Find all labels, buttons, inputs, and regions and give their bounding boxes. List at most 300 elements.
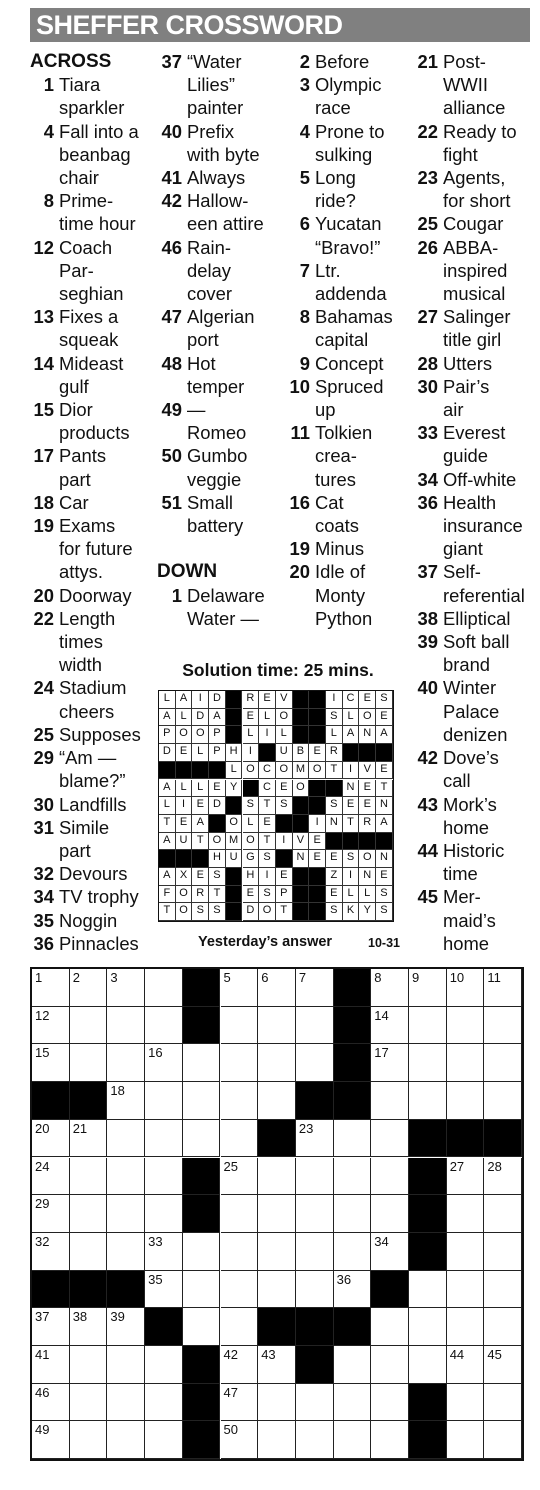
clue-text: [187, 236, 285, 306]
mini-black-cell: [309, 903, 326, 921]
clue: [412, 212, 540, 235]
cell-number: 6: [261, 970, 269, 985]
clue-number: 33: [417, 422, 438, 444]
mini-black-cell: [226, 709, 243, 727]
clue-text: [443, 885, 540, 955]
clue-number: 11: [290, 422, 310, 444]
grid-cell[interactable]: [409, 1007, 447, 1045]
cell-number: 27: [449, 1158, 465, 1174]
grid-cell[interactable]: [183, 1044, 221, 1082]
grid-cell[interactable]: [183, 1120, 221, 1158]
grid-cell[interactable]: [484, 969, 522, 1007]
clue: [30, 491, 154, 514]
grid-cell[interactable]: [296, 1421, 334, 1459]
clue: [157, 120, 285, 166]
mini-letter-cell: I: [343, 868, 360, 886]
clue: [412, 352, 540, 375]
clue-text: [59, 932, 154, 955]
grid-cell[interactable]: [484, 1195, 522, 1233]
grid-cell[interactable]: [32, 1421, 70, 1459]
mini-letter-cell: U: [276, 744, 293, 762]
grid-cell[interactable]: [447, 1421, 485, 1459]
grid-cell[interactable]: [221, 1233, 259, 1271]
grid-cell[interactable]: [334, 1120, 372, 1158]
grid-cell[interactable]: [484, 1384, 522, 1422]
grid-cell[interactable]: [409, 969, 447, 1007]
grid-cell[interactable]: [447, 1308, 485, 1346]
grid-cell[interactable]: [258, 1346, 296, 1384]
grid-cell[interactable]: [409, 1308, 447, 1346]
cell-number: 12: [35, 1007, 50, 1023]
mini-letter-cell: A: [159, 868, 176, 886]
grid-cell[interactable]: [145, 1346, 183, 1384]
grid-cell[interactable]: [484, 1158, 522, 1196]
grid-cell[interactable]: [484, 1044, 522, 1082]
mini-letter-cell: A: [176, 691, 193, 709]
grid-cell[interactable]: [484, 1233, 522, 1271]
grid-cell[interactable]: [32, 1044, 70, 1082]
grid-cell[interactable]: [258, 1007, 296, 1045]
clue-line: Tiara: [59, 74, 101, 96]
clue-number: 46: [161, 236, 182, 258]
clue-line: seghian: [59, 283, 124, 305]
clue-number: 24: [33, 677, 54, 699]
mini-letter-cell: T: [376, 780, 393, 798]
section-heading: DOWN: [157, 561, 218, 583]
grid-cell[interactable]: [484, 1082, 522, 1120]
grid-cell[interactable]: [371, 1308, 409, 1346]
grid-cell[interactable]: [70, 1195, 108, 1233]
grid-cell[interactable]: [447, 1195, 485, 1233]
grid-cell[interactable]: [221, 1421, 259, 1459]
grid-cell[interactable]: [32, 1120, 70, 1158]
clue-number: 1: [171, 584, 182, 606]
clue-line: referential: [443, 584, 525, 606]
grid-cell[interactable]: [70, 1346, 108, 1384]
clue-text: [59, 746, 154, 792]
grid-cell[interactable]: [183, 1308, 221, 1346]
mini-black-cell: [226, 903, 243, 921]
grid-cell[interactable]: [145, 969, 183, 1007]
grid-cell[interactable]: [409, 1346, 447, 1384]
grid-cell[interactable]: [221, 1346, 259, 1384]
grid-cell[interactable]: [296, 1120, 334, 1158]
grid-cell[interactable]: [371, 1233, 409, 1271]
mini-black-cell: [226, 691, 243, 709]
grid-cell[interactable]: [371, 1346, 409, 1384]
mini-letter-cell: S: [209, 903, 226, 921]
cell-number: 25: [223, 1158, 238, 1174]
mini-letter-cell: O: [276, 709, 293, 727]
clue-line: Landfills: [59, 793, 127, 815]
clue: [288, 560, 404, 630]
grid-cell[interactable]: [296, 1233, 334, 1271]
clue-line: Hallow-: [187, 190, 249, 212]
clue-line: —: [187, 399, 206, 421]
grid-cell[interactable]: [371, 1421, 409, 1459]
grid-cell[interactable]: [334, 1195, 372, 1233]
grid-cell[interactable]: [183, 1233, 221, 1271]
grid-cell[interactable]: [296, 1271, 334, 1309]
mini-letter-cell: S: [376, 886, 393, 904]
grid-cell[interactable]: [145, 1384, 183, 1422]
clue-line: Dior: [59, 399, 93, 421]
grid-cell[interactable]: [484, 1271, 522, 1309]
mini-letter-cell: K: [343, 903, 360, 921]
clue: [30, 793, 154, 816]
clue: [412, 839, 540, 885]
mini-letter-cell: P: [159, 726, 176, 744]
clue-number: 42: [417, 747, 438, 769]
clue-text: [315, 166, 404, 212]
grid-black-cell: [484, 1120, 522, 1158]
clue-text: [443, 421, 540, 467]
clue-text: [443, 50, 540, 120]
grid-cell[interactable]: [32, 1233, 70, 1271]
grid-cell[interactable]: [32, 1384, 70, 1422]
mini-letter-cell: R: [359, 815, 376, 833]
grid-cell[interactable]: [107, 1158, 145, 1196]
grid-cell[interactable]: [107, 1195, 145, 1233]
grid-cell[interactable]: [484, 1421, 522, 1459]
grid-cell[interactable]: [371, 1044, 409, 1082]
cell-number: 15: [35, 1045, 50, 1061]
mini-letter-cell: S: [343, 850, 360, 868]
grid-cell[interactable]: [296, 969, 334, 1007]
mini-letter-cell: E: [359, 797, 376, 815]
mini-letter-cell: H: [226, 744, 243, 762]
grid-cell[interactable]: [484, 1007, 522, 1045]
clue-text: [443, 491, 540, 561]
mini-letter-cell: O: [293, 780, 310, 798]
grid-cell[interactable]: [447, 1271, 485, 1309]
grid-cell[interactable]: [258, 1421, 296, 1459]
mini-letter-cell: X: [176, 868, 193, 886]
grid-cell[interactable]: [447, 1233, 485, 1271]
mini-black-cell: [293, 868, 310, 886]
clue-line: battery: [187, 515, 244, 537]
grid-cell[interactable]: [258, 1384, 296, 1422]
mini-black-cell: [309, 797, 326, 815]
clue-number: 22: [33, 607, 54, 629]
grid-cell[interactable]: [334, 1271, 372, 1309]
clue-line: coats: [315, 515, 359, 537]
grid-cell[interactable]: [145, 1195, 183, 1233]
grid-cell[interactable]: [107, 1384, 145, 1422]
clue-line: insurance: [443, 515, 523, 537]
mini-letter-cell: S: [326, 709, 343, 727]
mini-letter-cell: T: [159, 903, 176, 921]
grid-cell[interactable]: [70, 1158, 108, 1196]
clue-text: [315, 212, 404, 258]
grid-cell[interactable]: [447, 1384, 485, 1422]
mini-letter-cell: L: [176, 780, 193, 798]
clue-number: 26: [417, 236, 438, 258]
grid-cell[interactable]: [334, 1158, 372, 1196]
mini-letter-cell: O: [176, 726, 193, 744]
grid-cell[interactable]: [107, 1308, 145, 1346]
grid-cell[interactable]: [70, 1007, 108, 1045]
grid-cell[interactable]: [32, 1346, 70, 1384]
cell-number: 10: [449, 970, 465, 985]
clue-line: Rain-: [187, 236, 231, 258]
clue-line: Agents,: [443, 167, 506, 189]
grid-cell[interactable]: [107, 1120, 145, 1158]
mini-letter-cell: E: [326, 850, 343, 868]
grid-black-cell: [183, 1384, 221, 1422]
grid-black-cell: [409, 1158, 447, 1196]
clue-number: 40: [161, 120, 182, 142]
clue-line: time hour: [59, 213, 136, 235]
grid-cell[interactable]: [334, 1233, 372, 1271]
grid-cell[interactable]: [258, 1044, 296, 1082]
clue: [412, 236, 540, 306]
cell-number: 14: [374, 1007, 389, 1023]
clue-line: air: [443, 399, 464, 421]
grid-cell[interactable]: [107, 1346, 145, 1384]
mini-letter-cell: S: [209, 868, 226, 886]
grid-cell[interactable]: [145, 1007, 183, 1045]
clue-text: [443, 560, 540, 606]
clue-line: Water —: [187, 607, 259, 629]
clue-text: [443, 839, 540, 885]
grid-cell[interactable]: [447, 1346, 485, 1384]
grid-cell[interactable]: [221, 1195, 259, 1233]
clue-line: part: [59, 839, 91, 861]
grid-cell[interactable]: [221, 1044, 259, 1082]
grid-cell[interactable]: [334, 1421, 372, 1459]
grid-black-cell: [183, 1158, 221, 1196]
grid-cell[interactable]: [221, 1271, 259, 1309]
clue-line: attys.: [59, 561, 103, 583]
grid-cell[interactable]: [145, 1421, 183, 1459]
grid-cell[interactable]: [107, 1421, 145, 1459]
mini-black-cell: [309, 868, 326, 886]
grid-cell[interactable]: [334, 1346, 372, 1384]
grid-cell[interactable]: [409, 1271, 447, 1309]
mini-letter-cell: E: [259, 815, 276, 833]
grid-cell[interactable]: [70, 1120, 108, 1158]
clue: [412, 630, 540, 676]
mini-letter-cell: E: [309, 833, 326, 851]
cell-number: 7: [298, 970, 307, 985]
clue-line: Pants: [59, 445, 107, 467]
mini-letter-cell: S: [243, 797, 260, 815]
grid-cell[interactable]: [371, 1082, 409, 1120]
grid-cell[interactable]: [447, 1082, 485, 1120]
mini-letter-cell: V: [359, 762, 376, 780]
mini-letter-cell: I: [243, 744, 260, 762]
grid-cell[interactable]: [183, 1082, 221, 1120]
grid-cell[interactable]: [145, 1044, 183, 1082]
grid-cell[interactable]: [258, 1158, 296, 1196]
grid-cell[interactable]: [447, 969, 485, 1007]
grid-black-cell: [258, 1120, 296, 1158]
mini-letter-cell: O: [259, 903, 276, 921]
mini-letter-cell: O: [226, 815, 243, 833]
grid-cell[interactable]: [484, 1346, 522, 1384]
grid-cell[interactable]: [107, 1082, 145, 1120]
mini-black-cell: [309, 886, 326, 904]
grid-cell[interactable]: [447, 1158, 485, 1196]
mini-letter-cell: E: [359, 780, 376, 798]
grid-cell[interactable]: [334, 1384, 372, 1422]
clue-line: Winter: [443, 677, 497, 699]
grid-cell[interactable]: [32, 1158, 70, 1196]
grid-cell[interactable]: [221, 969, 259, 1007]
clue-line: guide: [443, 445, 488, 467]
mini-letter-cell: E: [243, 709, 260, 727]
grid-cell[interactable]: [447, 1007, 485, 1045]
grid-cell[interactable]: [70, 1384, 108, 1422]
mini-letter-cell: R: [326, 744, 343, 762]
grid-cell[interactable]: [183, 1271, 221, 1309]
clue-line: up: [315, 399, 336, 421]
grid-cell[interactable]: [296, 1007, 334, 1045]
grid-cell[interactable]: [258, 1195, 296, 1233]
grid-cell[interactable]: [32, 1308, 70, 1346]
clue-line: Cougar: [443, 213, 504, 235]
clue-text: [443, 166, 540, 212]
clue-text: [187, 120, 285, 166]
grid-cell[interactable]: [107, 969, 145, 1007]
mini-letter-cell: I: [176, 797, 193, 815]
clue-text: [187, 50, 285, 120]
clue-line: Health: [443, 491, 497, 513]
grid-cell[interactable]: [32, 1195, 70, 1233]
grid-cell[interactable]: [145, 1271, 183, 1309]
mini-letter-cell: E: [343, 797, 360, 815]
clue: [288, 352, 404, 375]
mini-letter-cell: E: [326, 886, 343, 904]
clue-line: products: [59, 422, 130, 444]
mini-letter-cell: A: [209, 709, 226, 727]
grid-cell[interactable]: [221, 1007, 259, 1045]
clue-line: Tolkien: [315, 422, 373, 444]
clue: [30, 352, 154, 398]
grid-cell[interactable]: [258, 1271, 296, 1309]
grid-cell[interactable]: [145, 1082, 183, 1120]
clue-number: 4: [299, 120, 310, 142]
grid-cell[interactable]: [107, 1007, 145, 1045]
clue-text: [443, 212, 540, 235]
grid-cell[interactable]: [371, 1384, 409, 1422]
grid-cell[interactable]: [258, 1233, 296, 1271]
mini-letter-cell: E: [376, 709, 393, 727]
grid-cell[interactable]: [32, 1007, 70, 1045]
grid-cell[interactable]: [296, 1195, 334, 1233]
grid-cell[interactable]: [371, 1158, 409, 1196]
clue-line: Prone to: [315, 120, 385, 142]
mini-black-cell: [176, 762, 193, 780]
grid-cell[interactable]: [107, 1233, 145, 1271]
grid-black-cell: [296, 1082, 334, 1120]
section-heading: ACROSS: [30, 51, 112, 72]
grid-cell[interactable]: [484, 1308, 522, 1346]
clue-number: 49: [161, 399, 182, 421]
grid-cell[interactable]: [409, 1082, 447, 1120]
clue-number: 39: [417, 631, 438, 653]
grid-cell[interactable]: [145, 1233, 183, 1271]
grid-cell[interactable]: [258, 1082, 296, 1120]
clue-line: WWII: [443, 74, 488, 96]
grid-cell[interactable]: [145, 1120, 183, 1158]
grid-cell[interactable]: [221, 1308, 259, 1346]
grid-cell[interactable]: [70, 969, 108, 1007]
clue-line: Noggin: [59, 909, 118, 931]
clue: [30, 189, 154, 235]
grid-cell[interactable]: [221, 1120, 259, 1158]
grid-cell[interactable]: [32, 969, 70, 1007]
clue-text: [59, 120, 154, 190]
clue-line: Pinnacles: [59, 932, 139, 954]
mini-letter-cell: S: [259, 850, 276, 868]
grid-cell[interactable]: [296, 1384, 334, 1422]
mini-letter-cell: E: [276, 780, 293, 798]
grid-cell[interactable]: [70, 1044, 108, 1082]
cell-number: 5: [223, 970, 231, 985]
mini-letter-cell: T: [192, 833, 209, 851]
grid-cell[interactable]: [221, 1082, 259, 1120]
grid-cell[interactable]: [371, 1195, 409, 1233]
clue-text: [187, 305, 285, 351]
mini-letter-cell: E: [376, 762, 393, 780]
clue-text: [59, 236, 154, 306]
clue: [30, 746, 154, 792]
grid-cell[interactable]: [447, 1044, 485, 1082]
mini-letter-cell: T: [326, 762, 343, 780]
clue: [30, 120, 154, 190]
mini-letter-cell: V: [276, 691, 293, 709]
mini-letter-cell: L: [192, 744, 209, 762]
grid-cell[interactable]: [221, 1384, 259, 1422]
grid-cell[interactable]: [371, 1120, 409, 1158]
clue-number: 34: [417, 468, 438, 490]
clue-line: cheers: [59, 700, 115, 722]
clue-text: [187, 491, 285, 537]
grid-cell[interactable]: [296, 1158, 334, 1196]
grid-cell[interactable]: [221, 1158, 259, 1196]
clue: [30, 885, 154, 908]
clue-line: capital: [315, 329, 369, 351]
clue: [412, 491, 540, 561]
clue: [30, 514, 154, 584]
clue-number: 47: [161, 306, 182, 328]
mini-letter-cell: L: [159, 691, 176, 709]
grid-cell[interactable]: [409, 1044, 447, 1082]
clue-text: [59, 584, 154, 607]
grid-cell[interactable]: [145, 1158, 183, 1196]
cell-number: 29: [35, 1196, 50, 1212]
cell-number: 2: [72, 970, 80, 985]
clue-text: [187, 584, 285, 630]
clue-number: 31: [33, 816, 54, 838]
clue: [412, 793, 540, 839]
grid-cell[interactable]: [371, 1007, 409, 1045]
clue: [412, 305, 540, 351]
clue-line: home: [443, 816, 490, 838]
grid-cell[interactable]: [70, 1421, 108, 1459]
grid-cell[interactable]: [70, 1233, 108, 1271]
grid-cell[interactable]: [296, 1044, 334, 1082]
grid-cell[interactable]: [258, 969, 296, 1007]
mini-letter-cell: O: [176, 886, 193, 904]
clue-line: Post-: [443, 51, 486, 72]
grid-cell[interactable]: [107, 1044, 145, 1082]
grid-cell[interactable]: [371, 969, 409, 1007]
grid-cell[interactable]: [70, 1308, 108, 1346]
solution-time: Solution time: 25 mins.: [182, 660, 374, 680]
